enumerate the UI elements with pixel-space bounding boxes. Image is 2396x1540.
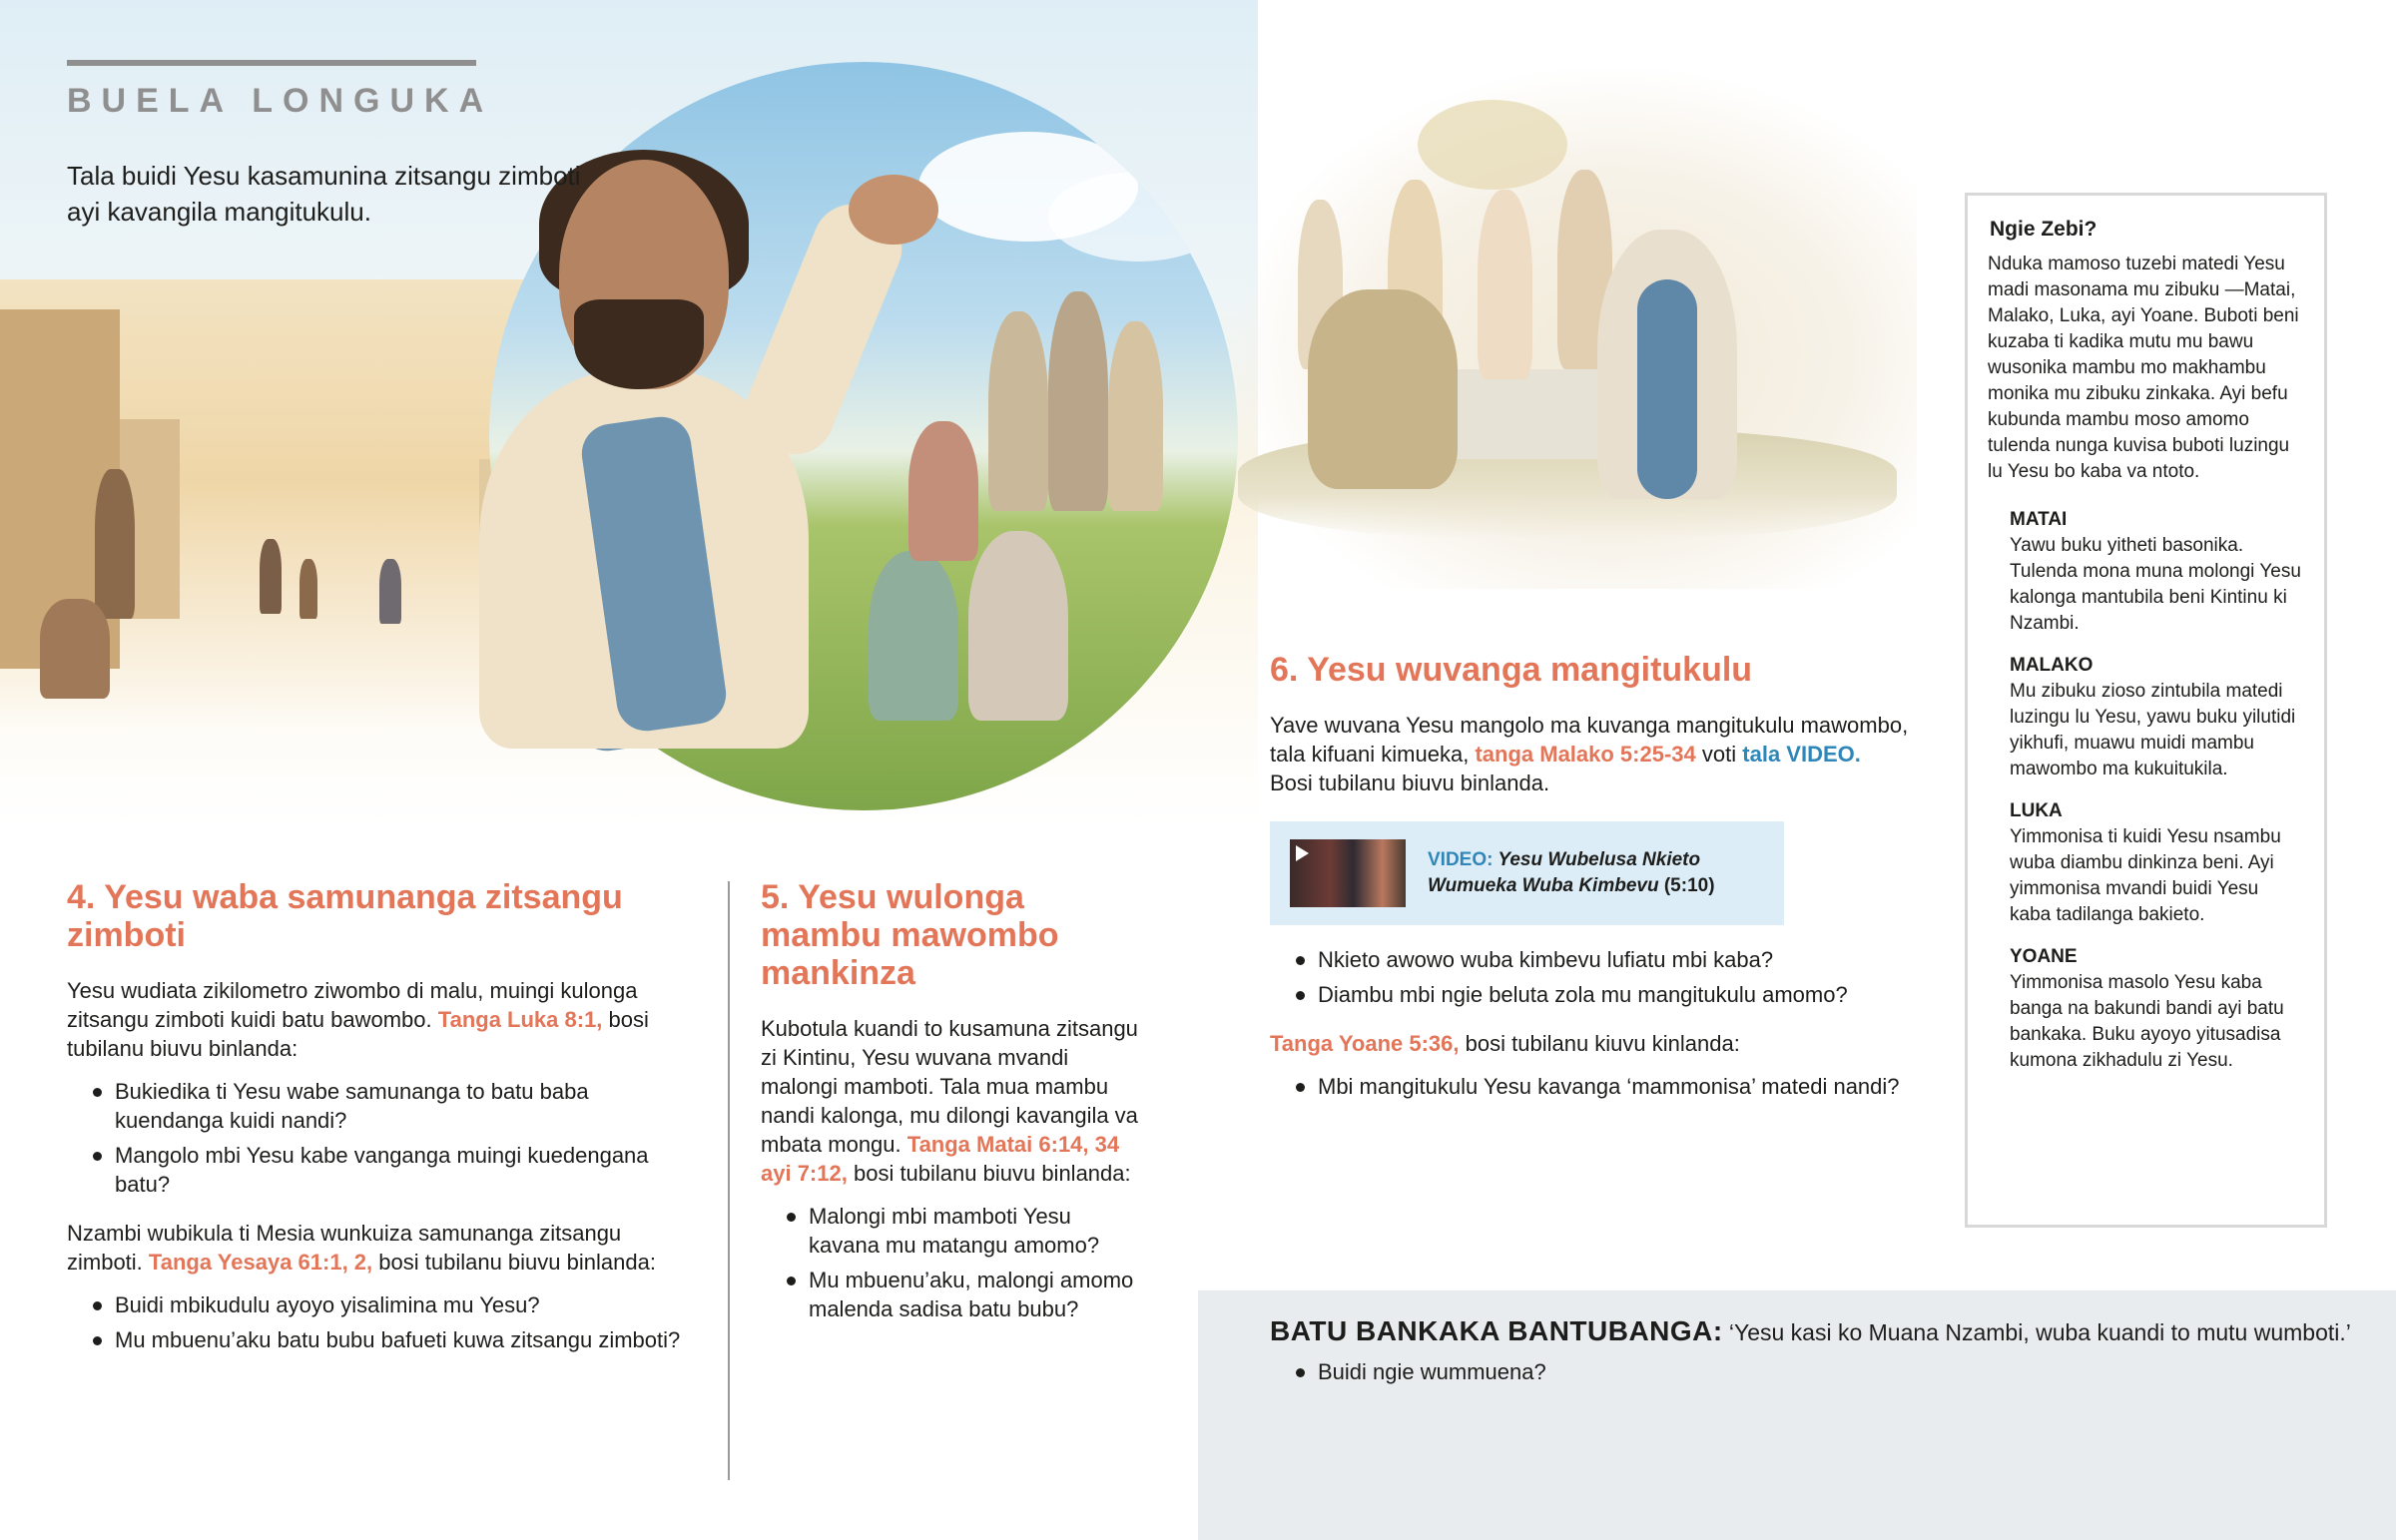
question-list xyxy=(761,1202,1140,1323)
paragraph-text: bosi tubilanu biuvu binlanda: xyxy=(67,1007,649,1061)
scripture-ref-luka[interactable]: Tanga Luka 8:1, xyxy=(437,1007,603,1032)
street-person xyxy=(95,469,135,619)
gospel-description: Yawu buku yitheti basonika. Tulenda mona muna molongi Yesu kalonga mantubila beni Kintinu ki Nzambi. xyxy=(2010,535,2301,634)
video-link[interactable]: tala VIDEO. xyxy=(1742,742,1861,767)
others-say-content xyxy=(1270,1316,2368,1406)
sidebar-intro: Nduka mamoso tuzebi matedi Yesu madi masonama mu zibuku —Matai, Malako, Luka, ayi Yoane. Buboti beni kuzaba ti kadika mutu mu bawu wusonika mambu mo makhambu monika mu zibuku zinkaka. Ayi befu kubunda mambu moso amomo tulenda nunga kuvisa buboti luzingu lu Yesu bo kaba va ntoto. xyxy=(1988,254,2299,482)
section-4 xyxy=(67,878,686,1374)
video-label: VIDEO: xyxy=(1428,849,1494,870)
video-caption xyxy=(1428,847,1764,899)
intro-text: Tala buidi Yesu kasamunina zitsangu zimboti ayi kavangila mangitukulu. xyxy=(67,161,581,227)
scripture-ref-yesaya[interactable]: Tanga Yesaya 61:1, 2, xyxy=(148,1250,373,1275)
question-list xyxy=(67,1290,686,1354)
illustration-jesus-preaching xyxy=(0,0,1258,828)
section-6 xyxy=(1270,651,1909,1121)
section-5-paragraph-1 xyxy=(761,1014,1140,1188)
street-person xyxy=(260,539,282,614)
question-item: Malongi mbi mamboti Yesu kavana mu matangu amomo? xyxy=(761,1202,1140,1260)
question-item: Nkieto awowo wuba kimbevu lufiatu mbi kaba? xyxy=(1270,945,1909,974)
crowd-person xyxy=(968,531,1068,721)
palm-tree xyxy=(1418,100,1567,190)
section-6-paragraph-2 xyxy=(1270,1029,1909,1058)
others-say-heading: BATU BANKAKA BANTUBANGA: xyxy=(1270,1315,1723,1346)
section-4-paragraph-1 xyxy=(67,976,686,1063)
gospel-name: YOANE xyxy=(2010,946,2078,967)
question-list xyxy=(1270,945,1909,1009)
others-say-quote: ‘Yesu kasi ko Muana Nzambi, wuba kuandi to mutu wumboti.’ xyxy=(1728,1319,2351,1345)
crowd-person xyxy=(1108,321,1163,511)
question-item: Bukiedika ti Yesu wabe samunanga to batu baba kuendanga kuidi nandi? xyxy=(67,1077,686,1135)
question-item: Mbi mangitukulu Yesu kavanga ‘mammonisa’ matedi nandi? xyxy=(1270,1072,1909,1101)
gospel-item xyxy=(1988,798,2304,928)
paragraph-text: bosi tubilanu kiuvu kinlanda: xyxy=(1465,1031,1740,1056)
others-say-line xyxy=(1270,1316,2368,1347)
gospel-item xyxy=(1988,944,2304,1074)
crowd-person xyxy=(869,551,958,721)
cloud-shape xyxy=(1048,172,1228,261)
others-say-panel xyxy=(1198,1290,2396,1540)
did-you-know-box xyxy=(1965,193,2327,1228)
question-item: Buidi ngie wummuena? xyxy=(1270,1357,2368,1386)
crowd-person xyxy=(988,311,1048,511)
scripture-ref-malako[interactable]: tanga Malako 5:25-34 xyxy=(1475,742,1696,767)
gospel-description: Yimmonisa ti kuidi Yesu nsambu wuba diambu dinkinza beni. Ayi yimmonisa mvandi buidi Yesu kaba tadilanga bakieto. xyxy=(2010,826,2281,925)
question-list xyxy=(1270,1357,2368,1386)
video-card[interactable] xyxy=(1270,821,1784,925)
paragraph-text: Nzambi wubikula ti Mesia wunkuiza samunanga zitsangu zimboti. xyxy=(67,1221,622,1275)
illustration-healing xyxy=(1238,70,1917,589)
gospel-description: Yimmonisa masolo Yesu kaba banga na bakundi bandi ayi batu bankaka. Buku ayoyo yitusadisa kumona zikhadulu zi Yesu. xyxy=(2010,972,2284,1071)
gospel-name: LUKA xyxy=(2010,800,2063,821)
paragraph-text: Bosi tubilanu biuvu binlanda. xyxy=(1270,770,1550,795)
header-rule xyxy=(67,60,476,66)
section-4-title: 4. Yesu waba samunanga zitsangu zimboti xyxy=(67,878,623,954)
crowd-person xyxy=(1048,291,1108,511)
section-label: BUELA LONGUKA xyxy=(67,82,494,120)
paragraph-text: Kubotula kuandi to kusamuna zitsangu zi Kintinu, Yesu wuvana mvandi malongi mamboti. Tala mua mambu nandi kalonga, mu dilongi kavangila va mbata mongu. xyxy=(761,1016,1138,1157)
section-4-paragraph-2 xyxy=(67,1219,686,1277)
street-person xyxy=(40,599,110,699)
paragraph-text: bosi tubilanu biuvu binlanda: xyxy=(378,1250,656,1275)
question-item: Mangolo mbi Yesu kabe vanganga muingi kuedengana batu? xyxy=(67,1141,686,1199)
sidebar-title: Ngie Zebi? xyxy=(1990,218,2097,241)
scripture-ref-yoane[interactable]: Tanga Yoane 5:36, xyxy=(1270,1031,1460,1056)
column-divider xyxy=(728,881,730,1480)
question-item: Diambu mbi ngie beluta zola mu mangitukulu amomo? xyxy=(1270,980,1909,1009)
scripture-ref-matai[interactable]: Tanga Matai 6:14, 34 ayi 7:12, xyxy=(761,1132,1120,1186)
figure-sash xyxy=(1637,279,1697,499)
question-item: Mu mbuenu’aku, malongi amomo malenda sadisa batu bubu? xyxy=(761,1266,1140,1323)
section-6-paragraph-1 xyxy=(1270,711,1909,797)
question-list xyxy=(1270,1072,1909,1101)
video-title: Yesu Wubelusa Nkieto Wumueka Wuba Kimbevu xyxy=(1428,849,1701,896)
crowd-person xyxy=(1478,190,1532,379)
figure-beard xyxy=(574,299,704,389)
gospel-name: MALAKO xyxy=(2010,655,2094,676)
question-list xyxy=(67,1077,686,1199)
question-item: Buidi mbikudulu ayoyo yisalimina mu Yesu? xyxy=(67,1290,686,1319)
paragraph-text: Yesu wudiata zikilometro ziwombo di malu, muingi kulonga zitsangu zimboti kuidi batu bawombo. xyxy=(67,978,638,1032)
section-6-title: 6. Yesu wuvanga mangitukulu xyxy=(1270,651,1753,689)
question-item: Mu mbuenu’aku batu bubu bafueti kuwa zitsangu zimboti? xyxy=(67,1325,686,1354)
play-icon[interactable] xyxy=(1296,845,1309,861)
gospel-item xyxy=(1988,507,2304,637)
paragraph-text: bosi tubilanu biuvu binlanda: xyxy=(853,1161,1131,1186)
paragraph-text: Yave wuvana Yesu mangolo ma kuvanga mangitukulu mawombo, tala kifuani kimueka, xyxy=(1270,713,1909,767)
street-person xyxy=(379,559,401,624)
gospel-name: MATAI xyxy=(2010,509,2068,530)
gospel-item xyxy=(1988,653,2304,782)
figure-hand xyxy=(849,175,938,245)
paragraph-text: voti xyxy=(1701,742,1737,767)
video-thumbnail[interactable] xyxy=(1290,839,1406,907)
section-5-title: 5. Yesu wulonga mambu mawombo mankinza xyxy=(761,878,1059,992)
gospel-description: Mu zibuku zioso zintubila matedi luzingu lu Yesu, yawu buku yilutidi yikhufi, muawu muidi mambu mawombo ma kukuitukila. xyxy=(2010,681,2296,779)
section-5 xyxy=(761,878,1140,1343)
video-duration: (5:10) xyxy=(1663,875,1715,896)
crowd-person xyxy=(908,421,978,561)
street-person xyxy=(300,559,317,619)
kneeling-woman xyxy=(1308,289,1458,489)
